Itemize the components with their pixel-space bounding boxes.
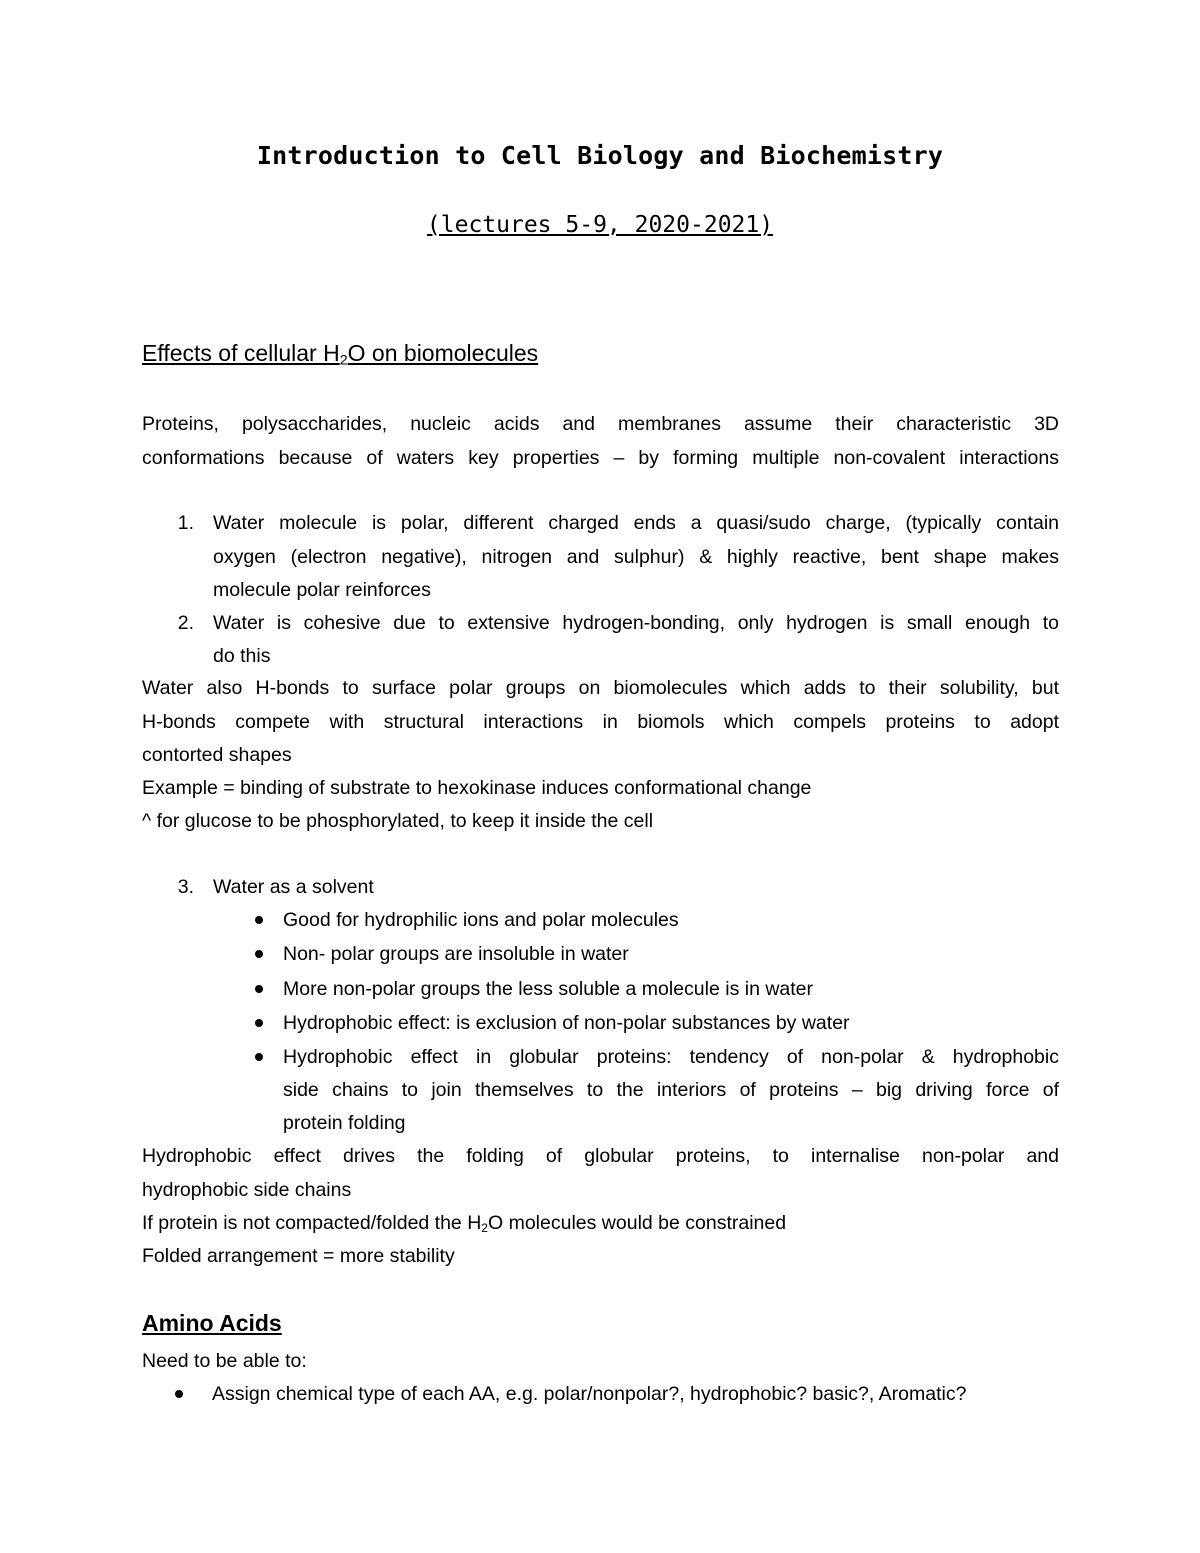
- compacted-prefix: If protein is not compacted/folded the H: [142, 1212, 482, 1234]
- bullet-dot: [255, 950, 263, 958]
- solvent-bullet-2: Non- polar groups are insoluble in water: [283, 943, 629, 965]
- item1-line-2: oxygen (electron negative), nitrogen and sulphur) & highly reactive, bent shape makes: [213, 546, 1059, 568]
- list-number-1: 1.: [177, 512, 194, 534]
- para-line-1: Water also H-bonds to surface polar groups on biomolecules which adds to their solubility, but: [142, 677, 1059, 699]
- item1-line-1: Water molecule is polar, different charged ends a quasi/sudo charge, (typically contain: [213, 512, 1059, 534]
- solvent-bullet-3: More non-polar groups the less soluble a molecule is in water: [283, 978, 814, 1000]
- para-line-2: H-bonds compete with structural interactions in biomols which compels proteins to adopt: [142, 711, 1059, 733]
- item2-line-2: do this: [213, 645, 271, 667]
- solvent-bullet-4: Hydrophobic effect: is exclusion of non-polar substances by water: [283, 1012, 850, 1034]
- solvent-bullet-5-line-1: Hydrophobic effect in globular proteins: tendency of non-polar & hydrophobic: [283, 1046, 1059, 1068]
- bullet-dot: [255, 1053, 263, 1061]
- item2-line-1: Water is cohesive due to extensive hydrogen-bonding, only hydrogen is small enough to: [213, 612, 1059, 634]
- bullet-dot: [255, 916, 263, 924]
- amino-bullet-1: Assign chemical type of each AA, e.g. polar/nonpolar?, hydrophobic? basic?, Aromatic?: [212, 1383, 967, 1405]
- bullet-dot: [255, 1019, 263, 1027]
- folded-line: Folded arrangement = more stability: [142, 1245, 455, 1267]
- document-subtitle: (lectures 5-9, 2020-2021): [426, 212, 774, 238]
- drives-line-1: Hydrophobic effect drives the folding of globular proteins, to internalise non-polar and: [142, 1145, 1059, 1167]
- compacted-line: [142, 1211, 786, 1235]
- drives-line-2: hydrophobic side chains: [142, 1179, 352, 1201]
- item3-line: Water as a solvent: [213, 876, 374, 898]
- intro-line-1: Proteins, polysaccharides, nucleic acids and membranes assume their characteristic 3D: [142, 413, 1059, 435]
- solvent-bullet-5-line-2: side chains to join themselves to the interiors of proteins – big driving force of: [283, 1079, 1059, 1101]
- document-title: Introduction to Cell Biology and Biochemistry: [256, 141, 944, 170]
- list-number-3: 3.: [177, 876, 194, 898]
- heading-text-suffix: O on biomolecules: [347, 340, 539, 366]
- bullet-dot: [255, 985, 263, 993]
- para-line-3: contorted shapes: [142, 744, 292, 766]
- heading-text-prefix: Effects of cellular H: [142, 340, 340, 366]
- list-number-2: 2.: [177, 612, 194, 634]
- example-line: Example = binding of substrate to hexokinase induces conformational change: [142, 777, 812, 799]
- compacted-subscript: 2: [481, 1221, 488, 1236]
- caret-note-line: ^ for glucose to be phosphorylated, to keep it inside the cell: [142, 810, 654, 832]
- section-heading-amino-acids: Amino Acids: [142, 1310, 282, 1336]
- item1-line-3: molecule polar reinforces: [213, 579, 431, 601]
- section-heading-water-effects: [142, 340, 538, 367]
- solvent-bullet-5-line-3: protein folding: [283, 1112, 406, 1134]
- compacted-suffix: O molecules would be constrained: [488, 1212, 787, 1234]
- intro-line-2: conformations because of waters key properties – by forming multiple non-covalent interactions: [142, 447, 1059, 469]
- heading-subscript: 2: [339, 352, 348, 369]
- bullet-dot: [175, 1390, 183, 1398]
- need-line: Need to be able to:: [142, 1350, 307, 1372]
- solvent-bullet-1: Good for hydrophilic ions and polar molecules: [283, 909, 679, 931]
